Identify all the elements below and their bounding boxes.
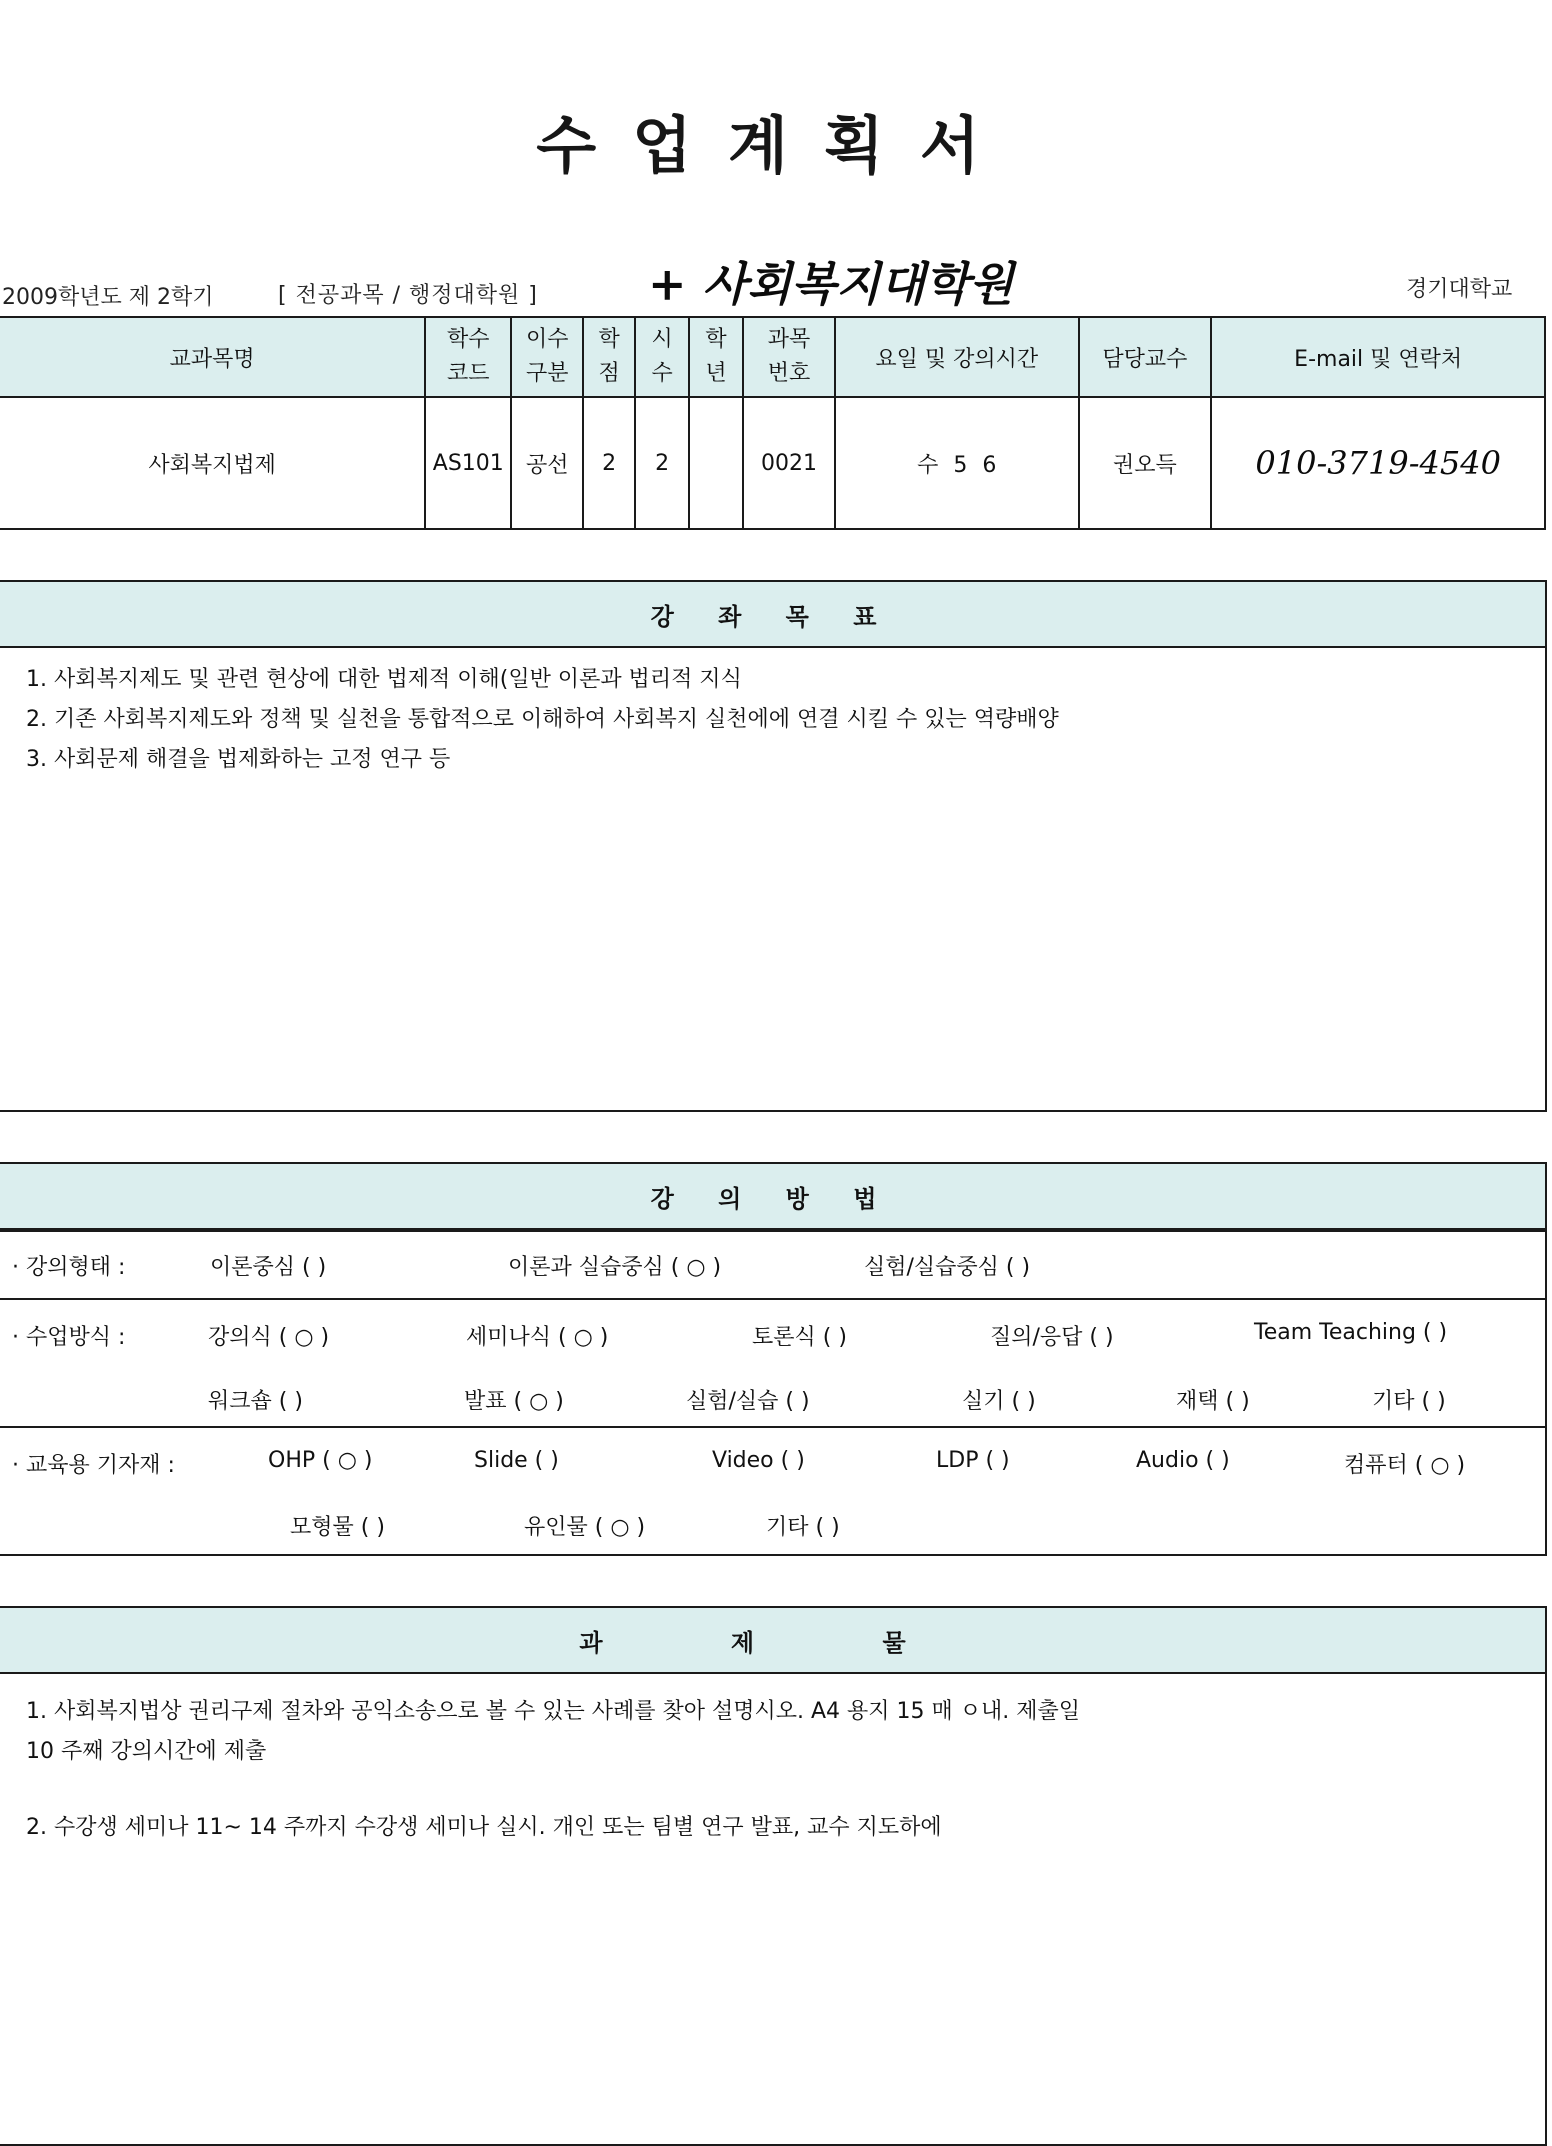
mode-option: 세미나식 ( ○ ): [466, 1325, 609, 1350]
contact-handwritten: 010-3719-4540: [1211, 397, 1545, 529]
mode-option: 재택 ( ): [1176, 1389, 1250, 1414]
form-label: · 강의형태 :: [12, 1255, 126, 1280]
course-info-table: [0, 316, 1546, 530]
header-professor: 담당교수: [1079, 317, 1212, 397]
equipment-option: 모형물 ( ): [290, 1515, 385, 1540]
form-option: 이론과 실습중심 ( ○ ): [508, 1255, 722, 1280]
header-year: 학 년: [689, 317, 743, 397]
list-item-continued: 10 주째 강의시간에 제출: [26, 1739, 267, 1764]
equipment-option: OHP ( ○ ): [268, 1448, 373, 1473]
objectives-list: [0, 648, 1545, 780]
mode-option: 실기 ( ): [962, 1389, 1036, 1414]
course-code: AS101: [425, 397, 511, 529]
assignments-section: [0, 1606, 1547, 2146]
objectives-section: [0, 580, 1547, 1112]
term-label: 2009학년도 제 2학기: [2, 285, 214, 310]
header-contact: E-mail 및 연락처: [1211, 317, 1545, 397]
category-label: [ 전공과목 / 행정대학원 ]: [278, 283, 538, 308]
mode-option: 질의/응답 ( ): [990, 1325, 1114, 1350]
class-mode-row: [0, 1298, 1545, 1426]
hours: 2: [635, 397, 689, 529]
list-item: 2. 수강생 세미나 11~ 14 주까지 수강생 세미나 실시. 개인 또는 팀별 연구 발표, 교수 지도하에: [26, 1815, 942, 1840]
lecture-form-row: [0, 1230, 1545, 1298]
list-item: 1. 사회복지법상 권리구제 절차와 공익소송으로 볼 수 있는 사례를 찾아 설명시오. A4 용지 15 매 ㅇ내. 제출일: [26, 1699, 1080, 1724]
list-item: 2. 기존 사회복지제도와 정책 및 실천을 통합적으로 이해하여 사회복지 실천에에 연결 시킬 수 있는 역량배양: [26, 707, 1059, 732]
table-row: [0, 397, 1545, 529]
mode-option: 기타 ( ): [1372, 1389, 1446, 1414]
equipment-option: Audio ( ): [1136, 1448, 1230, 1473]
mode-option: 강의식 ( ○ ): [208, 1325, 330, 1350]
table-header-row: [0, 317, 1545, 397]
header-course-code: 학수 코드: [425, 317, 511, 397]
assignments-heading: 과 제 물: [0, 1608, 1545, 1674]
equipment-option: 컴퓨터 ( ○ ): [1344, 1453, 1466, 1478]
schedule: 수 5 6: [835, 397, 1079, 529]
methods-heading: 강 의 방 법: [0, 1164, 1545, 1230]
header-completion-type: 이수 구분: [511, 317, 583, 397]
course-number: 0021: [743, 397, 835, 529]
header-credits: 학 점: [583, 317, 635, 397]
mode-option: 워크숍 ( ): [208, 1389, 303, 1414]
list-item: 3. 사회문제 해결을 법제화하는 고정 연구 등: [26, 747, 451, 772]
header-course-number: 과목 번호: [743, 317, 835, 397]
form-option: 실험/실습중심 ( ): [864, 1255, 1031, 1280]
equipment-row: [0, 1426, 1545, 1554]
mode-option: 발표 ( ○ ): [464, 1389, 564, 1414]
equipment-option: Slide ( ): [474, 1448, 559, 1473]
objectives-heading: 강 좌 목 표: [0, 582, 1545, 648]
equipment-label: · 교육용 기자재 :: [12, 1453, 175, 1478]
credits: 2: [583, 397, 635, 529]
form-option: 이론중심 ( ): [210, 1255, 327, 1280]
completion-type: 공선: [511, 397, 583, 529]
header-hours: 시 수: [635, 317, 689, 397]
equipment-option: 기타 ( ): [766, 1515, 840, 1540]
course-name: 사회복지법제: [0, 397, 425, 529]
document-title: 수업계획서: [536, 109, 1016, 182]
handwritten-note: + 사회복지대학원: [648, 257, 1014, 311]
professor: 권오득: [1079, 397, 1212, 529]
header-schedule: 요일 및 강의시간: [835, 317, 1079, 397]
year: [689, 397, 743, 529]
spacer: [26, 1772, 1545, 1808]
methods-section: [0, 1162, 1547, 1556]
list-item: 1. 사회복지제도 및 관련 현상에 대한 법제적 이해(일반 이론과 법리적 지식: [26, 667, 742, 692]
assignments-list: [0, 1674, 1545, 1848]
equipment-option: 유인물 ( ○ ): [524, 1515, 646, 1540]
equipment-option: Video ( ): [712, 1448, 805, 1473]
mode-option: 토론식 ( ): [752, 1325, 847, 1350]
header-course-name: 교과목명: [0, 317, 425, 397]
mode-option: 실험/실습 ( ): [686, 1389, 810, 1414]
university-name: 경기대학교: [1406, 277, 1513, 302]
equipment-option: LDP ( ): [936, 1448, 1010, 1473]
mode-option: Team Teaching ( ): [1254, 1320, 1448, 1345]
mode-label: · 수업방식 :: [12, 1325, 126, 1350]
